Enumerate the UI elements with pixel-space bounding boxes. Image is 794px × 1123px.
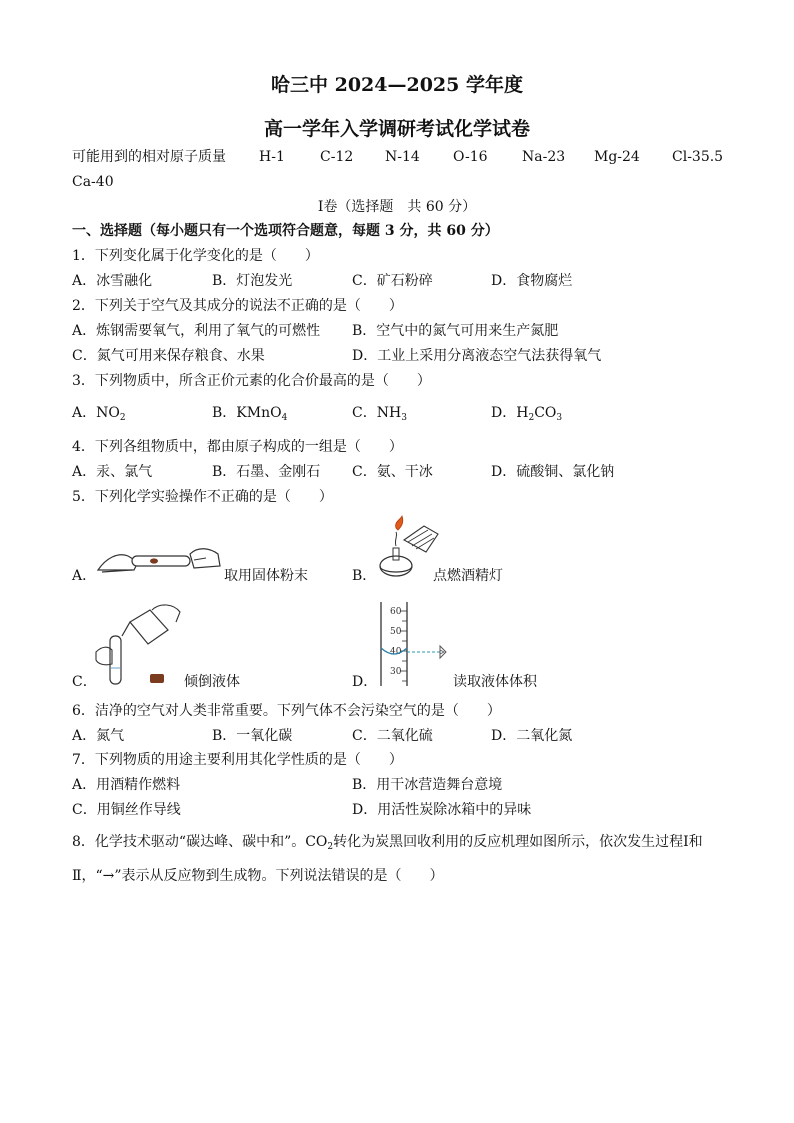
q5-figure-a-powder-test-tube (94, 540, 224, 580)
q5-option-b-caption: 点燃酒精灯 (433, 568, 503, 584)
q4-option-c: C．氨、干冰 (352, 464, 433, 480)
q4-stem: 4．下列各组物质中，都由原子构成的一组是（ ） (72, 439, 403, 455)
q1-option-a: A．冰雪融化 (72, 273, 153, 289)
q4-option-d: D．硫酸铜、氯化钠 (491, 464, 615, 480)
cylinder-tick-30: 30 (390, 667, 402, 677)
q5-figure-d-graduated-cylinder (376, 602, 456, 688)
q5-option-b-letter: B． (352, 568, 377, 584)
q7-option-b: B．用干冰营造舞台意境 (352, 777, 503, 793)
atomic-mass-c: C-12 (320, 149, 354, 165)
q1-option-d: D．食物腐烂 (491, 273, 573, 289)
q1-stem: 1．下列变化属于化学变化的是（ ） (72, 248, 319, 264)
q5-option-c-caption: 倾倒液体 (184, 674, 240, 690)
q7-stem: 7．下列物质的用途主要利用其化学性质的是（ ） (72, 752, 403, 768)
atomic-mass-ca: Ca-40 (72, 174, 114, 190)
q5-option-a-letter: A． (72, 568, 97, 584)
cylinder-tick-50: 50 (390, 627, 402, 637)
atomic-mass-h: H-1 (259, 149, 285, 165)
q8-stem-line2: Ⅱ，“→”表示从反应物到生成物。下列说法错误的是（ ） (72, 868, 444, 884)
q1-option-b: B．灯泡发光 (212, 273, 293, 289)
q2-stem: 2．下列关于空气及其成分的说法不正确的是（ ） (72, 298, 403, 314)
q2-option-d: D．工业上采用分离液态空气法获得氧气 (352, 348, 602, 364)
q7-option-a: A．用酒精作燃料 (72, 777, 181, 793)
q3-option-c: C．$NH_3$ (352, 405, 407, 423)
q6-option-c: C．二氧化硫 (352, 728, 433, 744)
q5-option-d-letter: D． (352, 674, 378, 690)
q5-stem: 5．下列化学实验操作不正确的是（ ） (72, 489, 333, 505)
atomic-mass-n: N-14 (385, 149, 420, 165)
q7-option-d: D．用活性炭除冰箱中的异味 (352, 802, 532, 818)
q3-option-d: D．$H_2CO_3$ (491, 405, 563, 423)
q3-stem: 3．下列物质中，所含正价元素的化合价最高的是（ ） (72, 373, 431, 389)
q6-option-a: A．氮气 (72, 728, 125, 744)
exam-title: 哈三中 2024—2025 学年度 (271, 74, 523, 96)
q2-option-b: B．空气中的氮气可用来生产氮肥 (352, 323, 559, 339)
q3-option-a: A．$NO_2$ (72, 405, 126, 423)
cylinder-tick-40: 40 (390, 647, 402, 657)
q5-option-c-letter: C． (72, 674, 97, 690)
cylinder-tick-60: 60 (390, 607, 402, 617)
atomic-mass-mg: Mg-24 (594, 149, 640, 165)
atomic-mass-o: O-16 (453, 149, 488, 165)
q5-option-a-caption: 取用固体粉末 (224, 568, 308, 584)
q4-option-b: B．石墨、金刚石 (212, 464, 321, 480)
atomic-mass-na: Na-23 (522, 149, 566, 165)
q5-option-d-caption: 读取液体体积 (453, 674, 537, 690)
exam-subtitle: 高一学年入学调研考试化学试卷 (263, 118, 530, 140)
part1-heading: 一、选择题（每小题只有一个选项符合题意，每题 3 分，共 60 分） (72, 223, 499, 239)
atomic-mass-cl: Cl-35.5 (672, 149, 724, 165)
q2-option-a: A．炼钢需要氧气，利用了氧气的可燃性 (72, 323, 321, 339)
q5-figure-c-pouring-liquid (94, 602, 186, 690)
section-heading: Ⅰ卷（选择题 共 60 分） (317, 199, 477, 215)
q2-option-c: C．氮气可用来保存粮食、水果 (72, 348, 265, 364)
q6-option-b: B．一氧化碳 (212, 728, 293, 744)
q8-stem-line1: 8．化学技术驱动“碳达峰、碳中和”。$CO_2$转化为炭黑回收利用的反应机理如图所示，依次发生过程Ⅰ和 (72, 834, 703, 852)
q3-option-b: B．KMnO$_4$ (212, 405, 288, 423)
q6-option-d: D．二氧化氮 (491, 728, 573, 744)
q4-option-a: A．汞、氯气 (72, 464, 153, 480)
q7-option-c: C．用铜丝作导线 (72, 802, 181, 818)
atomic-mass-label: 可能用到的相对原子质量 (72, 149, 226, 165)
q1-option-c: C．矿石粉碎 (352, 273, 433, 289)
q6-stem: 6．洁净的空气对人类非常重要。下列气体不会污染空气的是（ ） (72, 703, 501, 719)
